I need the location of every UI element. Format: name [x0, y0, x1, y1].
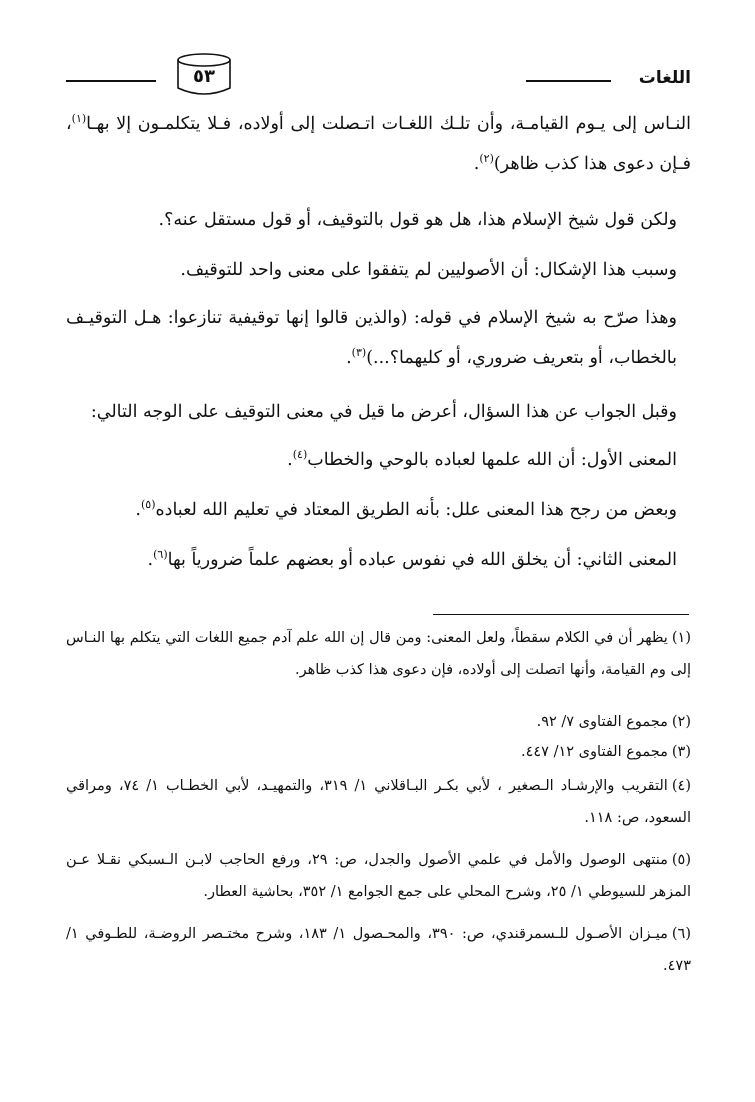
header-rule-left — [66, 80, 156, 82]
footnote-5: (٥)منتهى الوصول والأمل في علمي الأصول والجدل، ص: ٢٩، ورفع الحاجب لابـن الـسبكي نقـلا عـن المزهر للسيوطي ١/ ٢٥، وشرح المحلي على جمع الجوامع ١/ ٣٥٢، بحاشية العطار. — [66, 852, 692, 900]
paragraph-6: المعنى الأول: أن الله علمها لعباده بالوحي والخطاب$^{(٤)}$. — [287, 448, 677, 470]
page-number: ٥٣ — [193, 66, 215, 87]
footnote-1: (١)يظهر أن في الكلام سقطاً، ولعل المعنى: ومن قال إن الله علم آدم جميع اللغات التي يتكلم بها النـاس إلى وم القيامة، وأنها اتصلت إلى أولاده، فإن دعوى هذا كذب ظاهر. — [66, 630, 691, 678]
footnote-ref-5: (٥) — [140, 498, 156, 512]
running-title: اللغات — [638, 68, 691, 88]
paragraph-8: المعنى الثاني: أن يخلق الله في نفوس عباده أو بعضهم علماً ضرورياً بها$^{(٦)}$. — [147, 548, 677, 570]
footnote-ref-4: (٤) — [292, 448, 308, 462]
page-number-badge — [172, 52, 236, 96]
paragraph-5: وقبل الجواب عن هذا السؤال، أعرض ما قيل في معنى التوقيف على الوجه التالي: — [90, 402, 677, 422]
footnote-2: (٢)مجموع الفتاوى ٧/ ٩٢. — [536, 714, 691, 730]
paragraph-3: وسبب هذا الإشكال: أن الأصوليين لم يتفقوا على معنى واحد للتوقيف. — [180, 260, 677, 280]
paragraph-4: وهذا صرّح به شيخ الإسلام في قوله: (والذين قالوا إنها توقيفية تنازعوا: هـل التوقيـف بالخطاب، أو بتعريف ضروري، أو كليهما؟...)$^{(٣)}$. — [66, 308, 677, 368]
paragraph-7: وبعض من رجح هذا المعنى علل: بأنه الطريق المعتاد في تعليم الله لعباده$^{(٥)}$. — [135, 498, 677, 520]
footnote-4: (٤)التقريب والإرشـاد الـصغير ، لأبي بكـر البـاقلاني ١/ ٣١٩، والتمهيـد، لأبي الخطـاب ١/ ٧٤، ومراقي السعود، ص: ١١٨. — [66, 778, 691, 826]
paragraph-1: النـاس إلى يـوم القيامـة، وأن تلـك اللغـات اتـصلت إلى أولاده، فـلا يتكلمـون إلا بهـا$^{(١)}$، فـإن دعوى هذا كذب ظاهر)$^{(٢)}$. — [66, 112, 691, 174]
footnote-3: (٣)مجموع الفتاوى ١٢/ ٤٤٧. — [521, 744, 691, 760]
footnote-ref-3: (٣) — [351, 346, 367, 360]
footnote-ref-6: (٦) — [153, 548, 168, 562]
paragraph-2: ولكن قول شيخ الإسلام هذا، هل هو قول بالتوقيف، أو قول مستقل عنه؟. — [158, 210, 677, 230]
page-header — [66, 50, 691, 102]
footnote-separator — [433, 614, 689, 615]
footnote-ref-1: (١) — [71, 112, 87, 126]
footnote-ref-2: (٢) — [479, 152, 494, 166]
footnote-6: (٦)ميـزان الأصـول للـسمرقندي، ص: ٣٩٠، والمحـصول ١/ ١٨٣، وشرح مختـصر الروضـة، للطـوفي ١/ ٤٧٣. — [66, 926, 691, 974]
header-rule-right — [526, 80, 611, 82]
